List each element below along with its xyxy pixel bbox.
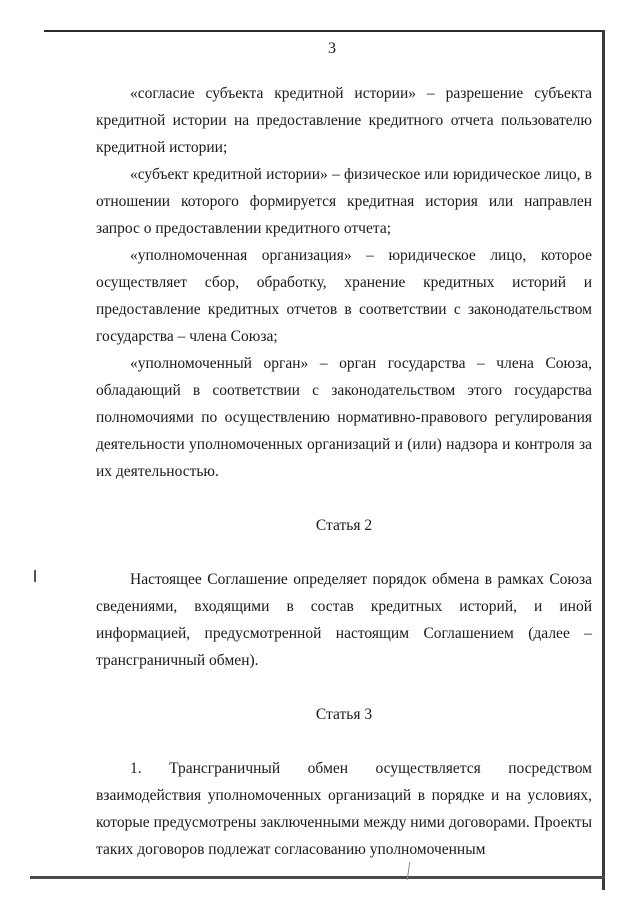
scan-edge-right bbox=[602, 30, 605, 890]
scan-edge-top bbox=[44, 30, 604, 32]
definition-paragraph-subject: «субъект кредитной истории» – физическое или юридическое лицо, в отношении которого формируется кредитная история или направлен запрос о предоставлении кредитного отчета; bbox=[96, 166, 592, 237]
article-2-text: Настоящее Соглашение определяет порядок обмена в рамках Союза сведениями, входящими в состав кредитных историй, и иной информацией, предусмотренной настоящим Соглашением (далее – трансграничный обмен). bbox=[96, 571, 592, 669]
article-2-heading: Статья 2 bbox=[315, 517, 373, 534]
definition-paragraph-authority: «уполномоченный орган» – орган государства – члена Союза, обладающий в соответствии с законодательством этого государства полномочиями по осуществлению нормативно-правового регулирования деятельности уполномоченных организаций и (или) надзора и контроля за их деятельностью. bbox=[96, 355, 592, 480]
definition-paragraph-consent: «согласие субъекта кредитной истории» – разрешение субъекта кредитной истории на предоставление кредитного отчета пользователю кредитной истории; bbox=[96, 85, 592, 156]
margin-mark bbox=[34, 570, 36, 582]
definition-paragraph-organization: «уполномоченная организация» – юридическое лицо, которое осуществляет сбор, обработку, хранение кредитных историй и предоставление кредитных отчетов в соответствии с законодательством государства – члена Союза; bbox=[96, 247, 592, 345]
article-3-heading: Статья 3 bbox=[315, 706, 373, 723]
article-3-text: 1. Трансграничный обмен осуществляется посредством взаимодействия уполномоченных организаций в порядке и на условиях, которые предусмотрены заключенными между ними договорами. Проекты таких договоров подлежат согласованию уполномоченным bbox=[96, 760, 592, 858]
document-body bbox=[96, 80, 592, 863]
scan-edge-bottom bbox=[30, 876, 605, 879]
page-number: 3 bbox=[328, 40, 336, 57]
